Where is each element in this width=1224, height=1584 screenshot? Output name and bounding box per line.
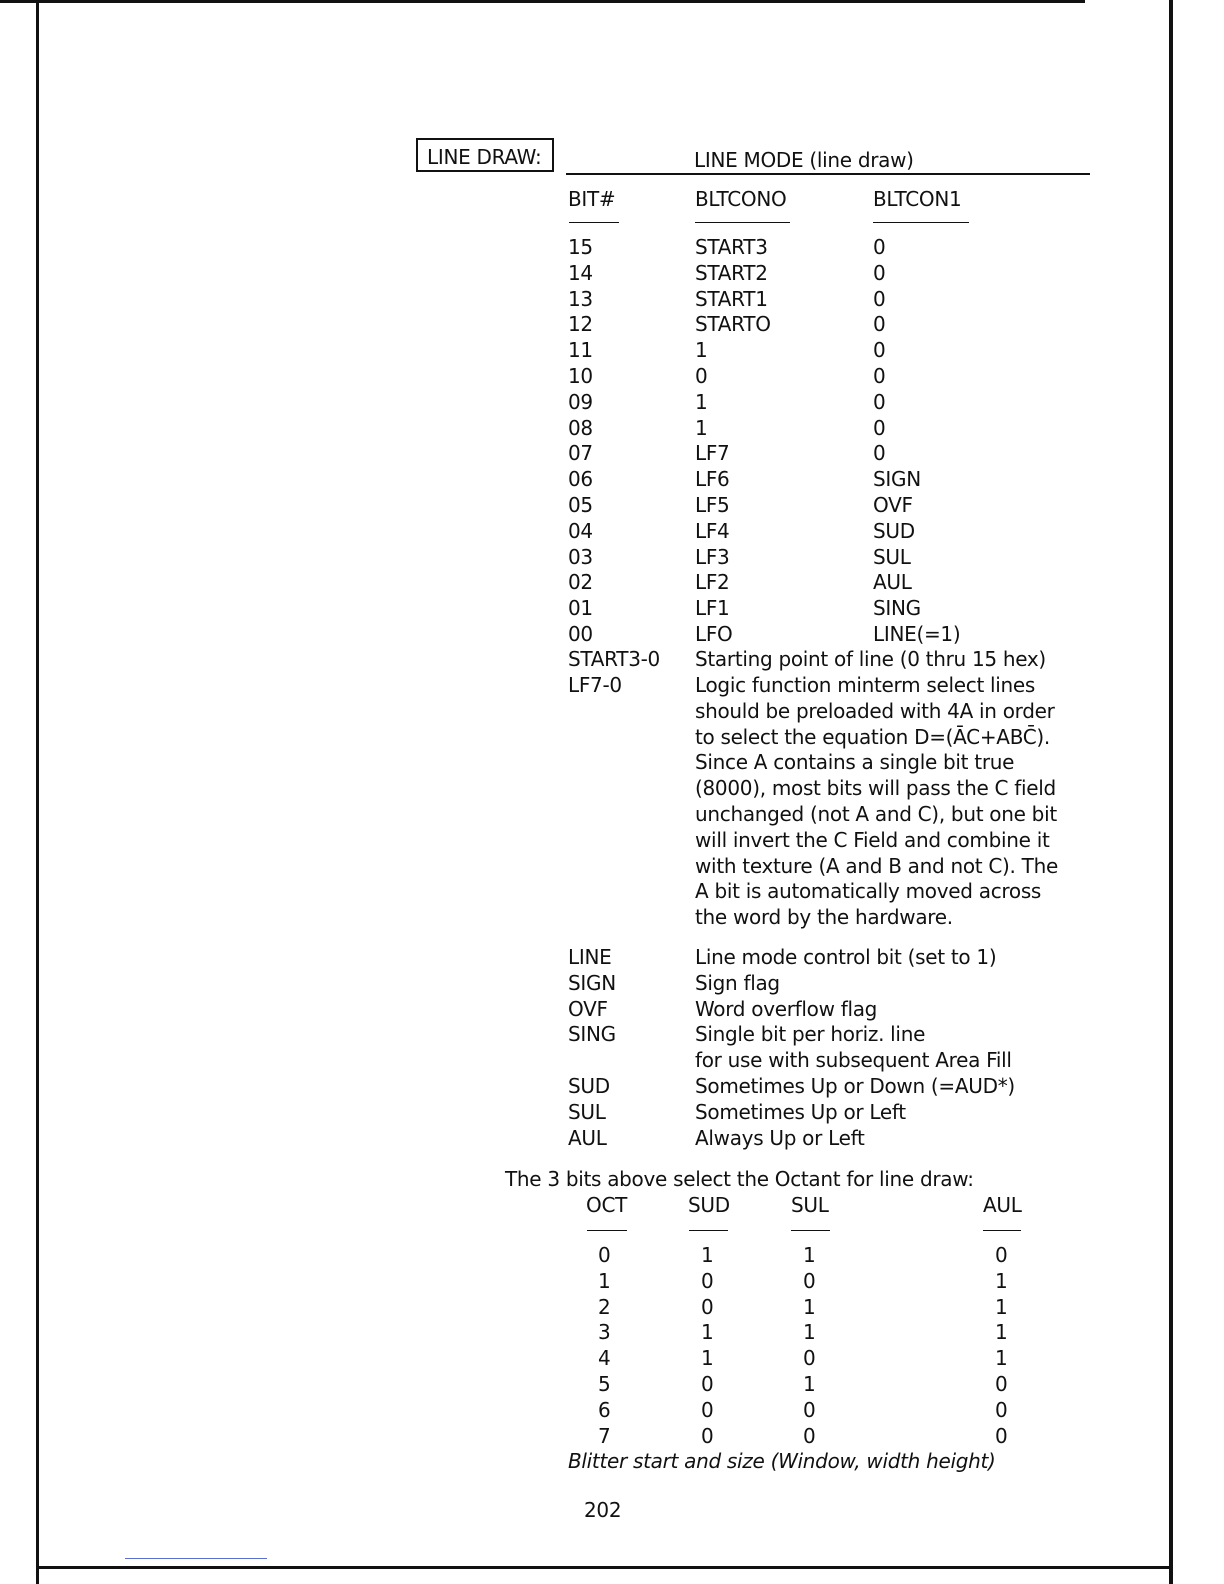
bit-number: 00 bbox=[568, 622, 593, 646]
bltcon1-value: 0 bbox=[873, 390, 886, 414]
table-row bbox=[0, 1242, 1224, 1268]
column-underline bbox=[983, 1230, 1021, 1231]
definition-text: Sign flag bbox=[695, 971, 780, 995]
bit-number: 01 bbox=[568, 596, 593, 620]
definition-text: Single bit per horiz. line bbox=[695, 1022, 926, 1046]
table-row bbox=[0, 234, 1224, 260]
bltcon0-value: 1 bbox=[695, 416, 708, 440]
bltcon1-value: 0 bbox=[873, 441, 886, 465]
bltcon1-value: SUD bbox=[873, 519, 915, 543]
bltcon1-value: 0 bbox=[873, 261, 886, 285]
aul-value: 0 bbox=[995, 1243, 1008, 1267]
sud-value: 1 bbox=[701, 1346, 714, 1370]
sul-value: 0 bbox=[803, 1269, 816, 1293]
bltcon0-value: LF5 bbox=[695, 493, 730, 517]
bltcon0-value: START3 bbox=[695, 235, 768, 259]
scan-artifact-line bbox=[125, 1558, 267, 1559]
bit-number: 07 bbox=[568, 441, 593, 465]
sud-value: 0 bbox=[701, 1295, 714, 1319]
table-row bbox=[0, 415, 1224, 441]
bltcon1-value: LINE(=1) bbox=[873, 622, 961, 646]
bit-number: 10 bbox=[568, 364, 593, 388]
bltcon1-value: 0 bbox=[873, 364, 886, 388]
aul-value: 0 bbox=[995, 1398, 1008, 1422]
bltcon0-value: START1 bbox=[695, 287, 768, 311]
table-row bbox=[0, 518, 1224, 544]
column-underline bbox=[569, 222, 619, 223]
aul-value: 1 bbox=[995, 1269, 1008, 1293]
bltcon0-value: LF4 bbox=[695, 519, 730, 543]
bltcon1-value: SING bbox=[873, 596, 921, 620]
table-row bbox=[0, 286, 1224, 312]
table-row bbox=[0, 1423, 1224, 1449]
bit-number: 11 bbox=[568, 338, 593, 362]
definition-term: SUL bbox=[568, 1100, 606, 1124]
bltcon1-value: SIGN bbox=[873, 467, 921, 491]
definition-term: OVF bbox=[568, 997, 608, 1021]
table-row bbox=[0, 492, 1224, 518]
definition-text-line: the word by the hardware. bbox=[695, 905, 953, 929]
bltcon0-value: STARTO bbox=[695, 312, 771, 336]
bit-number: 03 bbox=[568, 545, 593, 569]
bltcon0-value: LF7 bbox=[695, 441, 730, 465]
table-row bbox=[0, 569, 1224, 595]
octant-header-oct: OCT bbox=[586, 1193, 628, 1217]
definition-term: START3-0 bbox=[568, 647, 660, 671]
sud-value: 1 bbox=[701, 1320, 714, 1344]
column-header-bit: BIT# bbox=[568, 187, 616, 211]
octant-value: 7 bbox=[598, 1424, 611, 1448]
octant-value: 5 bbox=[598, 1372, 611, 1396]
definition-text: Line mode control bit (set to 1) bbox=[695, 945, 997, 969]
definition-text: Starting point of line (0 thru 15 hex) bbox=[695, 647, 1046, 671]
table-row bbox=[0, 311, 1224, 337]
bltcon0-value: LF2 bbox=[695, 570, 730, 594]
octant-value: 6 bbox=[598, 1398, 611, 1422]
column-underline bbox=[689, 1230, 728, 1231]
aul-value: 1 bbox=[995, 1320, 1008, 1344]
sul-value: 1 bbox=[803, 1372, 816, 1396]
octant-value: 2 bbox=[598, 1295, 611, 1319]
bit-number: 09 bbox=[568, 390, 593, 414]
page-number: 202 bbox=[584, 1498, 622, 1522]
table-row bbox=[0, 440, 1224, 466]
table-row bbox=[0, 544, 1224, 570]
column-header-bltcon1: BLTCON1 bbox=[873, 187, 962, 211]
bit-number: 04 bbox=[568, 519, 593, 543]
section-label-box bbox=[416, 138, 554, 172]
bltcon1-value: 0 bbox=[873, 312, 886, 336]
table-row bbox=[0, 260, 1224, 286]
octant-value: 4 bbox=[598, 1346, 611, 1370]
octant-value: 3 bbox=[598, 1320, 611, 1344]
bit-number: 02 bbox=[568, 570, 593, 594]
table-row bbox=[0, 595, 1224, 621]
table-row bbox=[0, 621, 1224, 647]
definition-text-line: should be preloaded with 4A in order bbox=[695, 699, 1055, 723]
bltcon0-value: START2 bbox=[695, 261, 768, 285]
octant-header-aul: AUL bbox=[983, 1193, 1022, 1217]
octant-intro: The 3 bits above select the Octant for line draw: bbox=[505, 1167, 974, 1191]
octant-header-sul: SUL bbox=[791, 1193, 829, 1217]
bltcon0-value: 0 bbox=[695, 364, 708, 388]
definition-text-line: to select the equation D=(ĀC+ABC̄). bbox=[695, 725, 1050, 749]
definition-text-line: Since A contains a single bit true bbox=[695, 750, 1015, 774]
table-row bbox=[0, 363, 1224, 389]
table-row bbox=[0, 466, 1224, 492]
definition-text-line: with texture (A and B and not C). The bbox=[695, 854, 1058, 878]
bit-number: 12 bbox=[568, 312, 593, 336]
octant-value: 0 bbox=[598, 1243, 611, 1267]
sul-value: 0 bbox=[803, 1346, 816, 1370]
definition-text-line: A bit is automatically moved across bbox=[695, 879, 1042, 903]
definition-text-line: unchanged (not A and C), but one bit bbox=[695, 802, 1057, 826]
bltcon1-value: OVF bbox=[873, 493, 913, 517]
aul-value: 0 bbox=[995, 1372, 1008, 1396]
sud-value: 0 bbox=[701, 1424, 714, 1448]
bltcon1-value: 0 bbox=[873, 287, 886, 311]
bltcon0-value: LF1 bbox=[695, 596, 730, 620]
table-row bbox=[0, 1319, 1224, 1345]
column-underline bbox=[873, 222, 969, 223]
bltcon1-value: AUL bbox=[873, 570, 912, 594]
aul-value: 1 bbox=[995, 1346, 1008, 1370]
section-label: LINE DRAW: bbox=[427, 145, 542, 169]
bit-number: 05 bbox=[568, 493, 593, 517]
column-underline bbox=[791, 1230, 830, 1231]
definition-term: AUL bbox=[568, 1126, 607, 1150]
table-row bbox=[0, 1268, 1224, 1294]
bit-number: 14 bbox=[568, 261, 593, 285]
bltcon1-value: 0 bbox=[873, 235, 886, 259]
table-row bbox=[0, 389, 1224, 415]
page-border-top bbox=[0, 0, 1085, 3]
column-underline bbox=[695, 222, 790, 223]
title-rule bbox=[566, 173, 1090, 175]
sul-value: 0 bbox=[803, 1424, 816, 1448]
bit-number: 06 bbox=[568, 467, 593, 491]
definition-text: Always Up or Left bbox=[695, 1126, 865, 1150]
sul-value: 1 bbox=[803, 1243, 816, 1267]
sud-value: 1 bbox=[701, 1243, 714, 1267]
table-row bbox=[0, 1294, 1224, 1320]
footer-note: Blitter start and size (Window, width height) bbox=[568, 1449, 996, 1473]
bltcon1-value: 0 bbox=[873, 338, 886, 362]
bltcon0-value: LFO bbox=[695, 622, 733, 646]
page-border-bottom bbox=[36, 1566, 1173, 1569]
aul-value: 0 bbox=[995, 1424, 1008, 1448]
definition-term: LINE bbox=[568, 945, 612, 969]
sud-value: 0 bbox=[701, 1398, 714, 1422]
bltcon1-value: SUL bbox=[873, 545, 911, 569]
bltcon0-value: LF6 bbox=[695, 467, 730, 491]
definition-term: SIGN bbox=[568, 971, 616, 995]
bltcon1-value: 0 bbox=[873, 416, 886, 440]
definition-term: SING bbox=[568, 1022, 616, 1046]
sud-value: 0 bbox=[701, 1269, 714, 1293]
definition-text-line: (8000), most bits will pass the C field bbox=[695, 776, 1056, 800]
definition-term: LF7-0 bbox=[568, 673, 622, 697]
sul-value: 0 bbox=[803, 1398, 816, 1422]
column-underline bbox=[587, 1230, 627, 1231]
sul-value: 1 bbox=[803, 1295, 816, 1319]
table-row bbox=[0, 1345, 1224, 1371]
bltcon0-value: LF3 bbox=[695, 545, 730, 569]
table-row bbox=[0, 1371, 1224, 1397]
definition-text: Sometimes Up or Left bbox=[695, 1100, 906, 1124]
definition-text: Word overflow flag bbox=[695, 997, 878, 1021]
octant-value: 1 bbox=[598, 1269, 611, 1293]
bit-number: 15 bbox=[568, 235, 593, 259]
definition-text: for use with subsequent Area Fill bbox=[695, 1048, 1012, 1072]
sud-value: 0 bbox=[701, 1372, 714, 1396]
column-header-bltcon0: BLTCONO bbox=[695, 187, 787, 211]
page-title: LINE MODE (line draw) bbox=[694, 148, 914, 172]
bltcon0-value: 1 bbox=[695, 338, 708, 362]
bltcon0-value: 1 bbox=[695, 390, 708, 414]
octant-header-sud: SUD bbox=[688, 1193, 730, 1217]
definition-text-line: Logic function minterm select lines bbox=[695, 673, 1036, 697]
definition-text-line: will invert the C Field and combine it bbox=[695, 828, 1050, 852]
definition-term: SUD bbox=[568, 1074, 610, 1098]
sul-value: 1 bbox=[803, 1320, 816, 1344]
definition-text: Sometimes Up or Down (=AUD*) bbox=[695, 1074, 1015, 1098]
bit-number: 08 bbox=[568, 416, 593, 440]
aul-value: 1 bbox=[995, 1295, 1008, 1319]
table-row bbox=[0, 1397, 1224, 1423]
bit-number: 13 bbox=[568, 287, 593, 311]
table-row bbox=[0, 337, 1224, 363]
